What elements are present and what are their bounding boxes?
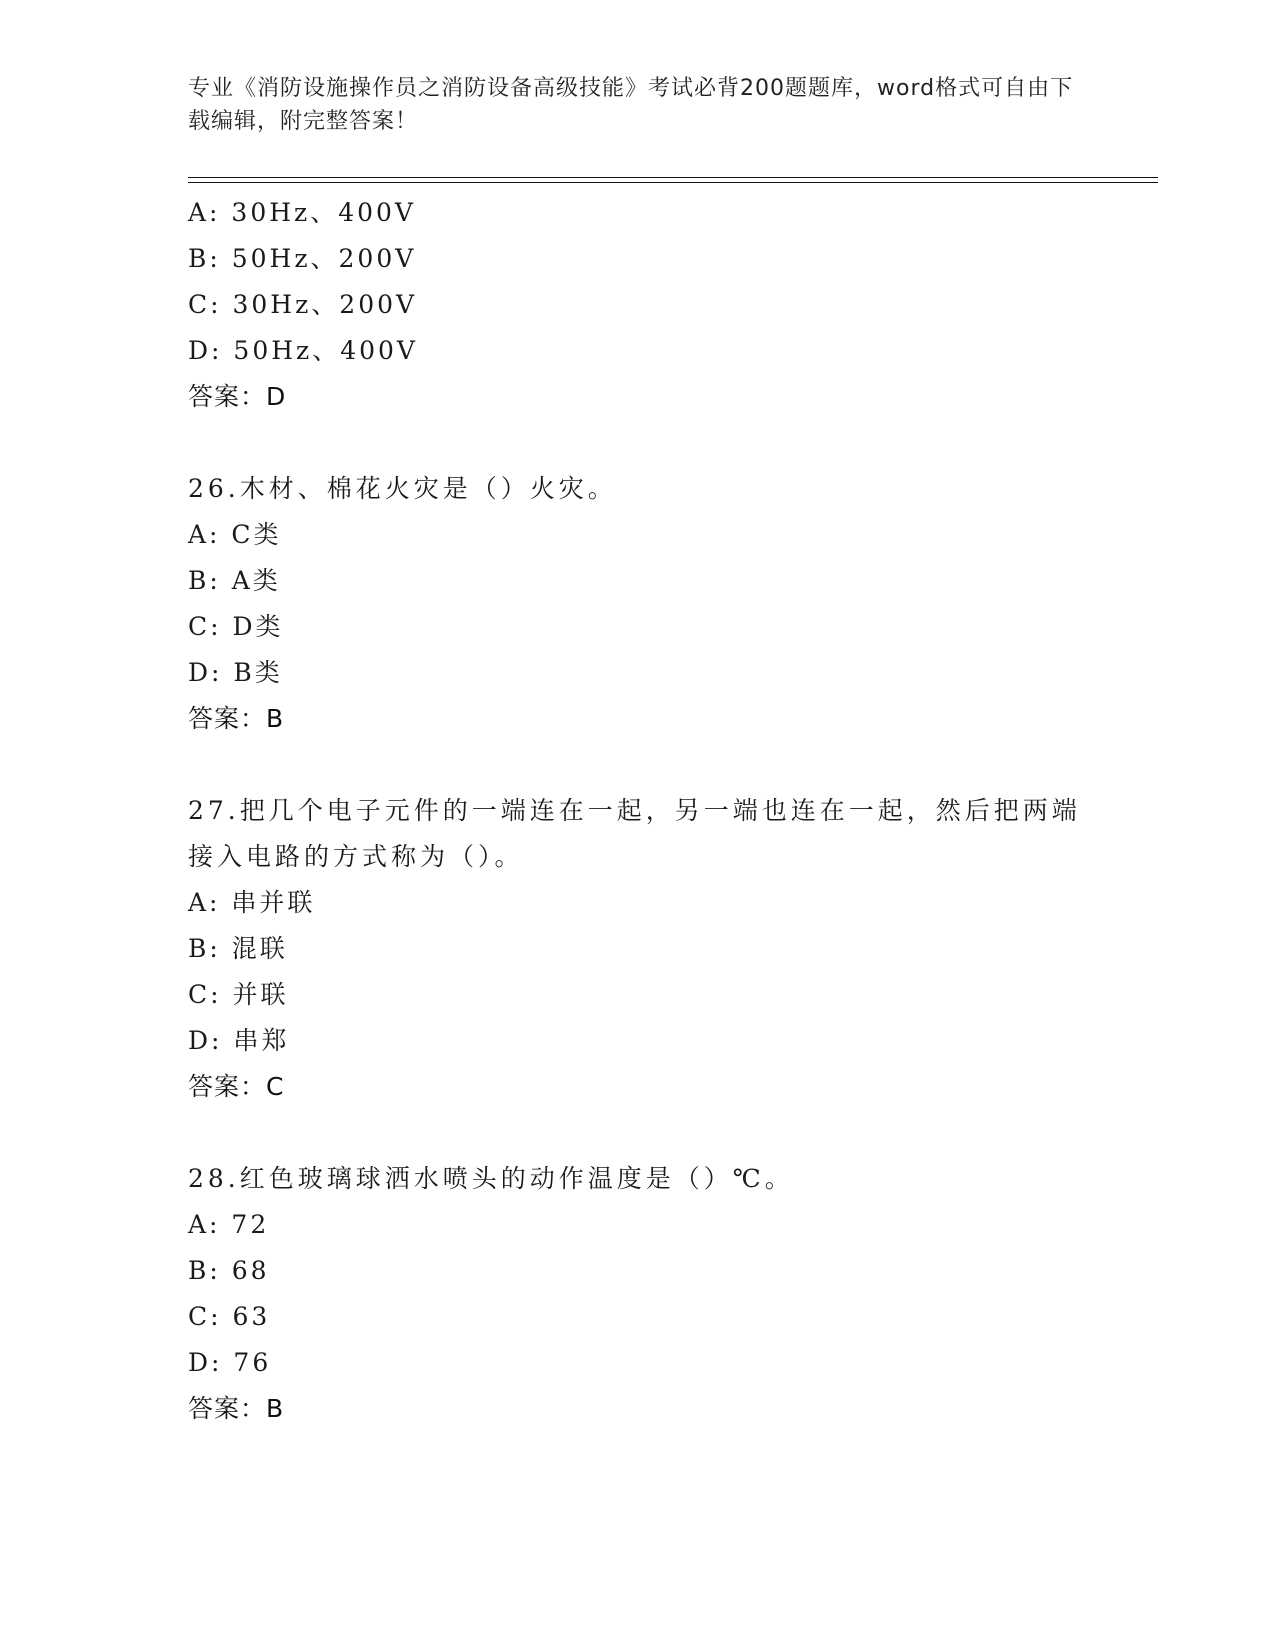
option-c: C: 30Hz、200V <box>188 290 418 319</box>
question-block-25 <box>188 190 1148 420</box>
option-a: A: 串并联 <box>188 888 316 917</box>
question-stem: 27.把几个电子元件的一端连在一起，另一端也连在一起，然后把两端接入电路的方式称为（）。 <box>188 796 1081 871</box>
question-stem: 28.红色玻璃球洒水喷头的动作温度是（）℃。 <box>188 1164 794 1193</box>
option-c: C: D类 <box>188 612 284 641</box>
option-a: A: C类 <box>188 520 282 549</box>
answer-line: 答案：B <box>188 704 285 733</box>
header-rule-bottom <box>188 182 1158 183</box>
question-block-28 <box>188 1156 1148 1432</box>
header-rule-top <box>188 177 1158 178</box>
option-b: B: 混联 <box>188 934 288 963</box>
answer-line: 答案：C <box>188 1072 285 1101</box>
block-spacer <box>188 742 1148 788</box>
option-c: C: 63 <box>188 1302 271 1331</box>
block-spacer <box>188 420 1148 466</box>
option-b: B: 68 <box>188 1256 270 1285</box>
option-a: A: 72 <box>188 1210 270 1239</box>
answer-line: 答案：B <box>188 1394 285 1423</box>
option-d: D: 76 <box>188 1348 272 1377</box>
page-header-text: 专业《消防设施操作员之消防设备高级技能》考试必背200题题库，word格式可自由下载编辑，附完整答案！ <box>188 76 1074 134</box>
answer-line: 答案：D <box>188 382 287 411</box>
option-d: D: 50Hz、400V <box>188 336 418 365</box>
question-block-27 <box>188 788 1148 1110</box>
option-b: B: A类 <box>188 566 281 595</box>
option-a: A: 30Hz、400V <box>188 198 416 227</box>
option-c: C: 并联 <box>188 980 289 1009</box>
question-block-26 <box>188 466 1148 742</box>
question-stem: 26.木材、棉花火灾是（）火灾。 <box>188 474 617 503</box>
option-b: B: 50Hz、200V <box>188 244 417 273</box>
option-d: D: B类 <box>188 658 283 687</box>
question-content <box>188 190 1148 1432</box>
block-spacer <box>188 1110 1148 1156</box>
option-d: D: 串郑 <box>188 1026 290 1055</box>
